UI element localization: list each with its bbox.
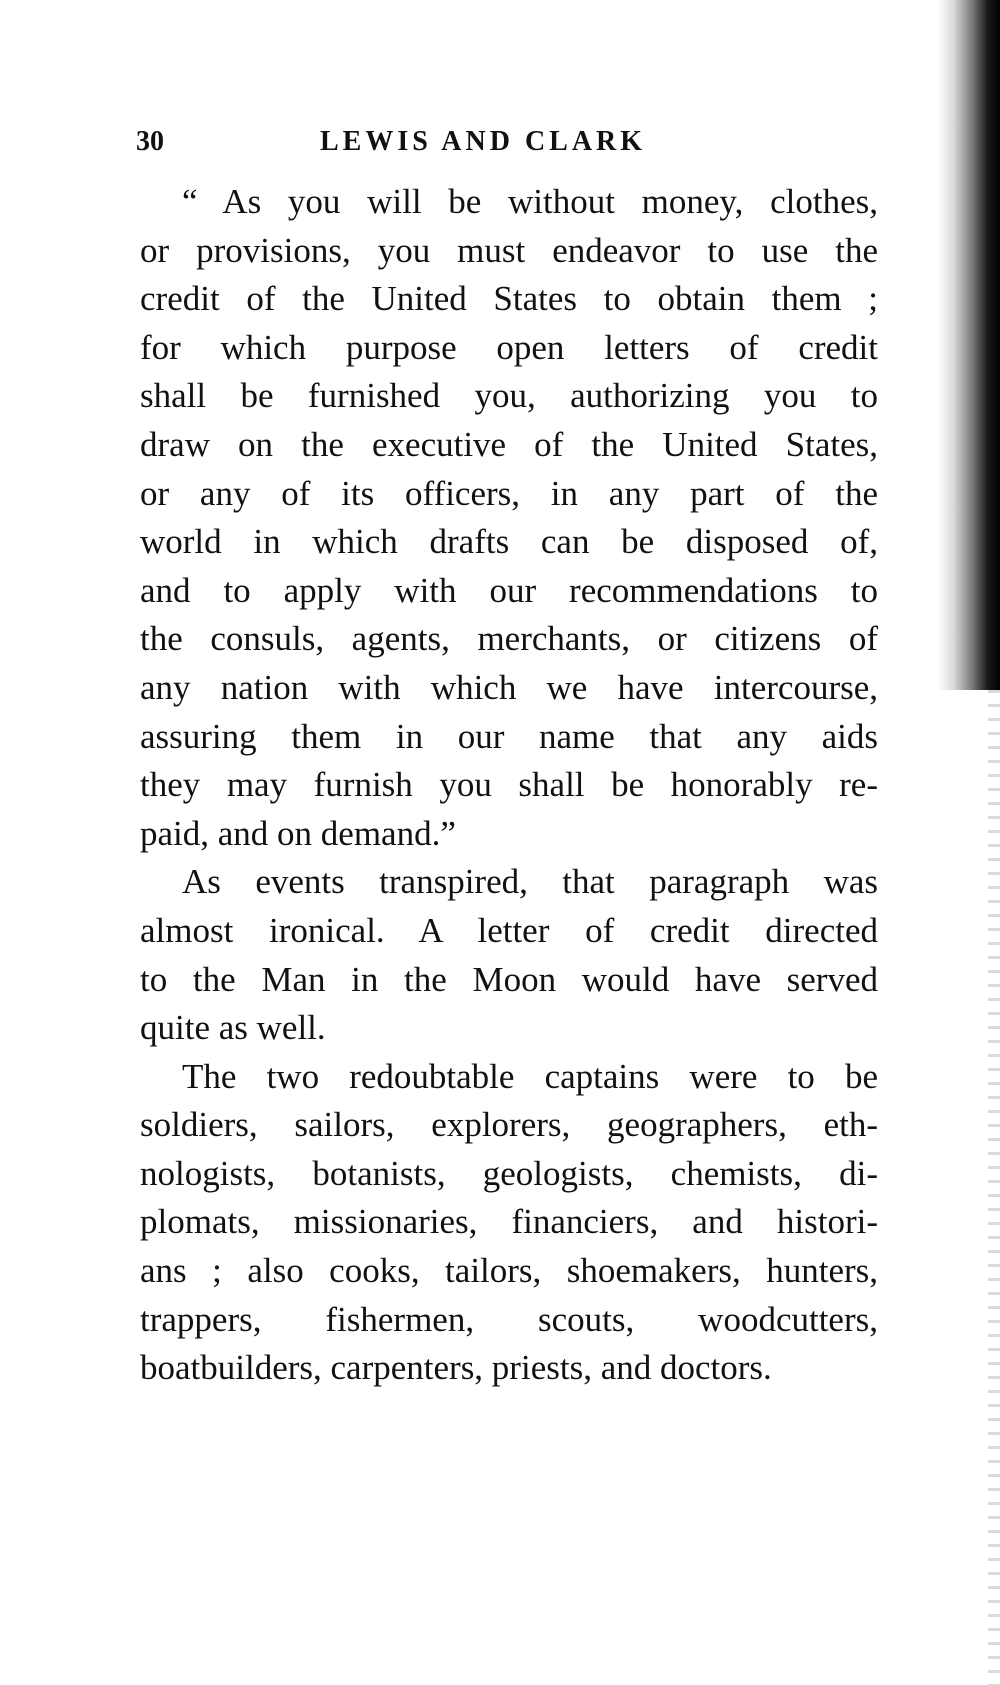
- text-line: As events transpired, that paragraph was: [182, 862, 878, 902]
- text-line: any nation with which we have intercourse,: [140, 667, 878, 707]
- text-line: world in which drafts can be disposed of,: [140, 522, 878, 562]
- paragraph-captains: [140, 1053, 878, 1393]
- scan-edge-speckle: [988, 690, 1000, 1685]
- text-line: trappers, fishermen, scouts, woodcutters,: [140, 1299, 878, 1339]
- body-text: [140, 178, 878, 1393]
- text-line: paid, and on demand.”: [140, 813, 456, 853]
- text-line: nologists, botanists, geologists, chemists, di-: [140, 1153, 878, 1193]
- page-number: 30: [136, 126, 164, 157]
- text-line: or any of its officers, in any part of the: [140, 473, 878, 513]
- text-line: assuring them in our name that any aids: [140, 716, 878, 756]
- text-line: quite as well.: [140, 1008, 326, 1048]
- text-line: ans ; also cooks, tailors, shoemakers, hunters,: [140, 1251, 878, 1291]
- paragraph-quote: [140, 178, 878, 858]
- text-line: shall be furnished you, authorizing you to: [140, 376, 878, 416]
- text-line: credit of the United States to obtain them ;: [140, 279, 878, 319]
- text-line: and to apply with our recommendations to: [140, 570, 878, 610]
- text-line: The two redoubtable captains were to be: [182, 1056, 878, 1096]
- scan-binding-shadow: [938, 0, 1000, 690]
- text-line: for which purpose open letters of credit: [140, 327, 878, 367]
- running-title: LEWIS AND CLARK: [320, 126, 647, 157]
- text-line: soldiers, sailors, explorers, geographers, eth-: [140, 1105, 878, 1145]
- text-line: plomats, missionaries, financiers, and histori-: [140, 1202, 878, 1242]
- running-head: [136, 122, 696, 162]
- text-line: they may furnish you shall be honorably re-: [140, 765, 878, 805]
- text-line: or provisions, you must endeavor to use the: [140, 230, 878, 270]
- paragraph-commentary: [140, 858, 878, 1052]
- text-line: boatbuilders, carpenters, priests, and doctors.: [140, 1348, 772, 1388]
- text-line: “ As you will be without money, clothes,: [182, 182, 878, 221]
- text-line: the consuls, agents, merchants, or citizens of: [140, 619, 878, 659]
- text-line: draw on the executive of the United States,: [140, 424, 878, 464]
- text-line: almost ironical. A letter of credit directed: [140, 910, 878, 950]
- text-line: to the Man in the Moon would have served: [140, 959, 878, 999]
